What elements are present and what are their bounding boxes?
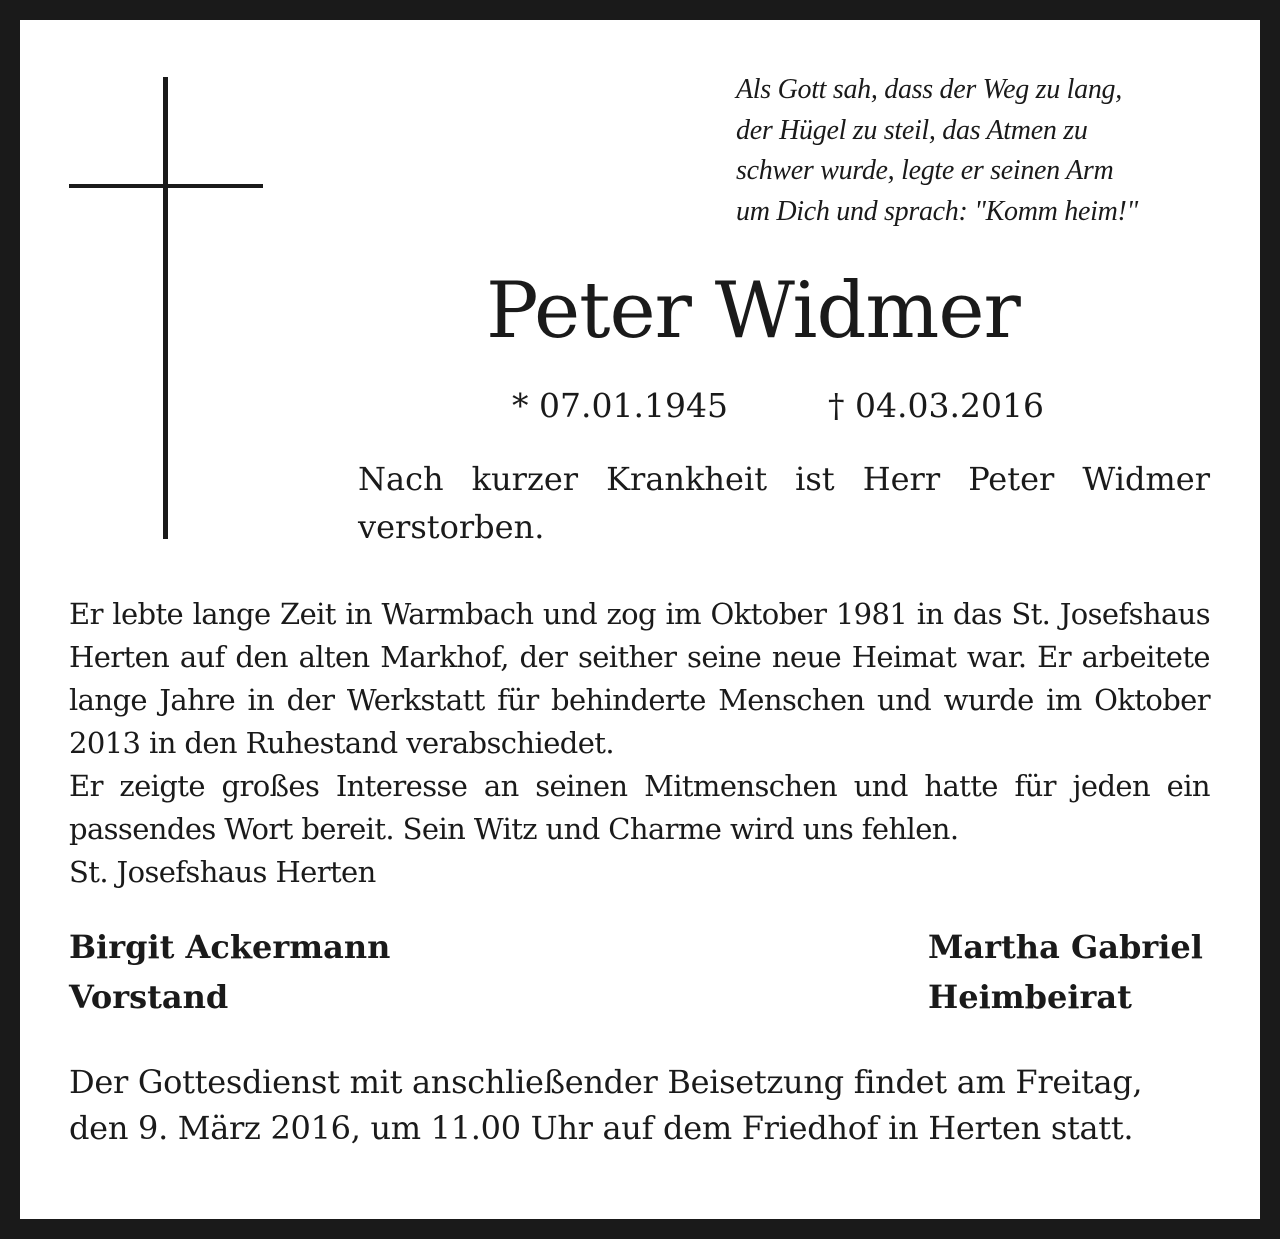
signer-role: Vorstand — [69, 978, 229, 1016]
cross-horizontal-bar — [69, 184, 263, 188]
biography — [69, 593, 1210, 894]
deceased-name: Peter Widmer — [486, 266, 1020, 356]
signer-left — [69, 922, 390, 1022]
biography-signature: St. Josefshaus Herten — [69, 855, 376, 889]
death-date: † 04.03.2016 — [828, 386, 1044, 425]
quote-line: schwer wurde, legte er seinen Arm — [736, 155, 1114, 186]
funeral-service-info — [69, 1059, 1210, 1151]
cross-vertical-bar — [163, 77, 168, 539]
intro-text: Nach kurzer Krankheit ist Herr Peter Widmer verstorben. — [358, 460, 1210, 546]
signer-right — [928, 922, 1203, 1022]
birth-date: * 07.01.1945 — [512, 386, 728, 425]
quote-line: Als Gott sah, dass der Weg zu lang, — [736, 74, 1122, 105]
service-line: Der Gottesdienst mit anschließender Beisetzung findet am Freitag, — [69, 1063, 1143, 1101]
signer-name: Martha Gabriel — [928, 928, 1203, 966]
service-line: den 9. März 2016, um 11.00 Uhr auf dem Friedhof in Herten statt. — [69, 1109, 1134, 1147]
signer-name: Birgit Ackermann — [69, 928, 391, 966]
biography-paragraph: Er lebte lange Zeit in Warmbach und zog im Oktober 1981 in das St. Josefshaus Herten auf den alten Markhof, der seither seine neue Heimat war. Er arbeitete lange Jahre in der Werkstatt für behinderte Menschen und wurde im Oktober 2013 in den Ruhestand verabschiedet. — [69, 597, 1210, 760]
biography-paragraph: Er zeigte großes Interesse an seinen Mitmenschen und hatte für jeden ein passendes Wort bereit. Sein Witz und Charme wird uns fehlen. — [69, 769, 1210, 846]
signer-role: Heimbeirat — [928, 978, 1132, 1016]
memorial-quote — [736, 70, 1246, 232]
quote-line: um Dich und sprach: "Komm heim!" — [736, 195, 1138, 227]
obituary-notice — [20, 20, 1260, 1219]
quote-line: der Hügel zu steil, das Atmen zu — [736, 114, 1088, 146]
